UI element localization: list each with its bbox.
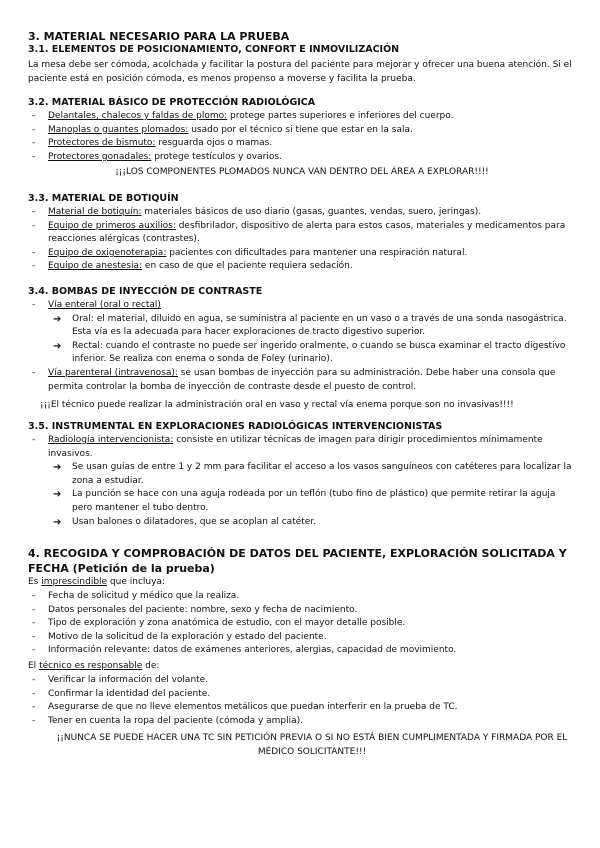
section-4-list-1: [28, 590, 576, 658]
arrow-right-icon: ➔: [53, 516, 62, 528]
item-text: pacientes con dificultades para mantener una respiración natural.: [166, 247, 468, 258]
intro-emphasis: técnico es responsable: [39, 661, 143, 671]
intro-emphasis: imprescindible: [41, 577, 108, 587]
section-4-list-2: [28, 674, 576, 728]
item-term: Vía enteral (oral o rectal): [48, 300, 161, 310]
list-item: - Vía enteral (oral o rectal): [32, 300, 161, 310]
list-item: - Vía parenteral (intravenosa): se usan bombas de inyección para su administración. Debe haber una consola que permita controlar la bomba de inyección de contraste desde el puesto de control.: [32, 367, 556, 392]
section-3-4-title: 3.4. BOMBAS DE INYECCIÓN DE CONTRASTE: [28, 286, 263, 297]
list-item: - Tener en cuenta la ropa del paciente (cómoda y amplia).: [32, 715, 304, 726]
arrow-right-icon: ➔: [53, 340, 62, 352]
item-text: resguarda ojos o mamas.: [155, 138, 273, 149]
sub-item-text: Se usan guías de entre 1 y 2 mm para facilitar el acceso a los vasos sanguíneos con catéteres para localizar la zona a estudiar.: [72, 462, 572, 486]
sub-item-text: Oral: el material, diluido en agua, se suministra al paciente en un vaso o a través de una sonda nasogástrica. Esta vía es la adecuada para hacer exploraciones de tracto digestivo superior.: [72, 313, 567, 338]
list-item: - Manoplas o guantes plomados: usado por el técnico si tiene que estar en la sala.: [32, 124, 413, 135]
sub-item-text: La punción se hace con una aguja rodeada por un teflón (tubo fino de plástico) que permite retirar la aguja pero mantener el tubo dentro.: [72, 489, 556, 513]
section-3-2-title: 3.2. MATERIAL BÁSICO DE PROTECCIÓN RADIOLÓGICA: [28, 97, 316, 108]
list-item: - Radiología intervencionista: consiste en utilizar técnicas de imagen para dirigir procedimientos mínimamente invasivos.: [32, 435, 543, 459]
sub-item: [28, 488, 576, 515]
intro-text: El: [28, 661, 40, 671]
list-item: - Datos personales del paciente: nombre, sexo y fecha de nacimiento.: [32, 604, 358, 615]
item-text: Verificar la información del volante.: [48, 675, 209, 685]
list-item: - Equipo de oxigenoterapia: pacientes con dificultades para mantener una respiración natural.: [32, 247, 468, 258]
list-item: - Información relevante: datos de exámenes anteriores, alergias, capacidad de movimiento.: [32, 645, 457, 656]
sub-item: [28, 340, 576, 367]
item-term: Vía parenteral (intravenosa):: [48, 367, 178, 378]
sub-item-text: Usan balones o dilatadores, que se acoplan al catéter.: [72, 516, 317, 527]
item-text: Asegurarse de que no lleve elementos metálicos que puedan interferir en la prueba de TC.: [48, 702, 458, 713]
section-3-5-title: 3.5. INSTRUMENTAL EN EXPLORACIONES RADIOLÓGICAS INTERVENCIONISTAS: [28, 421, 443, 432]
arrow-right-icon: ➔: [53, 313, 62, 325]
list-item: - Material de botiquín: materiales básicos de uso diario (gasas, guantes, vendas, suero, jeringas).: [32, 207, 482, 217]
section-3-1-title: 3.1. ELEMENTOS DE POSICIONAMIENTO, CONFORT E INMOVILIZACIÓN: [28, 44, 400, 55]
item-text: Tipo de exploración y zona anatómica de estudio, con el mayor detalle posible.: [48, 618, 406, 629]
list-item: - Asegurarse de que no lleve elementos metálicos que puedan interferir en la prueba de TC.: [32, 702, 458, 713]
list-item: - Motivo de la solicitud de la exploración y estado del paciente.: [32, 631, 327, 642]
sub-item: [28, 313, 576, 340]
item-term: Manoplas o guantes plomados:: [48, 124, 189, 135]
item-text: Confirmar la identidad del paciente.: [48, 688, 211, 699]
item-term: Equipo de anestesia:: [48, 261, 143, 272]
section-4-title: 4. RECOGIDA Y COMPROBACIÓN DE DATOS DEL PACIENTE, EXPLORACIÓN SOLICITADA Y FECHA (Petición de la prueba): [28, 547, 567, 575]
section-3-title: 3. MATERIAL NECESARIO PARA LA PRUEBA: [28, 30, 290, 43]
section-4-warning: ¡¡NUNCA SE PUEDE HACER UNA TC SIN PETICIÓN PREVIA O SI NO ESTÁ BIEN CUMPLIMENTADA Y FIRMADA POR EL MÉDICO SOLICITANTE!!!: [56, 733, 568, 758]
section-3-5-list: [28, 434, 576, 529]
item-text: consiste en utilizar técnicas de imagen para dirigir procedimientos mínimamente invasivos.: [48, 435, 543, 459]
item-text: Información relevante: datos de exámenes anteriores, alergias, capacidad de movimiento.: [48, 645, 457, 656]
arrow-right-icon: ➔: [53, 462, 62, 474]
list-item: - Confirmar la identidad del paciente.: [32, 688, 211, 699]
list-item: - Protectores de bismuto: resguarda ojos o mamas.: [32, 138, 273, 149]
section-3-3-title: 3.3. MATERIAL DE BOTIQUÍN: [28, 193, 179, 204]
item-term: Equipo de primeros auxilios:: [48, 220, 176, 231]
item-text: protege partes superiores e inferiores del cuerpo.: [227, 111, 454, 121]
list-item: - Equipo de primeros auxilios: desfibrilador, dispositivo de alerta para estos casos, materiales y medicamentos para reacciones alérgicas (contrastes).: [32, 220, 566, 245]
list-item: - Protectores gonadales: protege testículos y ovarios.: [32, 151, 282, 162]
item-term: Radiología intervencionista:: [48, 435, 174, 445]
item-text: materiales básicos de uso diario (gasas, guantes, vendas, suero, jeringas).: [141, 207, 482, 217]
section-3-2-list: [28, 110, 576, 164]
section-4-intro-2: [28, 660, 576, 674]
section-3-3-list: [28, 206, 576, 274]
sub-item-text: Rectal: cuando el contraste no puede ser ingerido oralmente, o cuando se busca examinar el tracto digestivo inferior. Se realiza con enema o sonda de Foley (urinario).: [72, 340, 566, 365]
item-term: Equipo de oxigenoterapia:: [48, 247, 167, 258]
item-text: Motivo de la solicitud de la exploración y estado del paciente.: [48, 631, 327, 642]
item-text: Tener en cuenta la ropa del paciente (cómoda y amplia).: [48, 715, 304, 726]
list-item: - Delantales, chalecos y faldas de plomo: protege partes superiores e inferiores del cuerpo.: [32, 111, 454, 121]
list-item: - Verificar la información del volante.: [32, 675, 209, 685]
item-term: Material de botiquín:: [48, 207, 142, 217]
section-3-4-note: ¡¡¡El técnico puede realizar la administración oral en vaso y rectal vía enema porque son no invasivas!!!!: [40, 400, 514, 410]
section-4-intro-1: [28, 576, 576, 590]
intro-text: de:: [142, 661, 160, 671]
item-text: protege testículos y ovarios.: [151, 151, 282, 162]
intro-text: Es: [28, 577, 42, 587]
section-3-1-text: La mesa debe ser cómoda, acolchada y facilitar la postura del paciente para mejorar y ofrecer una buena atención. Si el paciente está en posición cómoda, es menos propenso a moverse y facilita la prueba.: [28, 60, 572, 85]
item-term: Protectores de bismuto:: [48, 138, 156, 149]
list-item: - Tipo de exploración y zona anatómica de estudio, con el mayor detalle posible.: [32, 618, 406, 629]
section-3-4-list: [28, 299, 576, 394]
arrow-right-icon: ➔: [53, 489, 62, 501]
section-3-2-note: ¡¡¡LOS COMPONENTES PLOMADOS NUNCA VAN DENTRO DEL ÁREA A EXPLORAR!!!!: [115, 167, 489, 177]
list-item: - Equipo de anestesia: en caso de que el paciente requiera sedación.: [32, 261, 353, 272]
list-item: - Fecha de solicitud y médico que la realiza.: [32, 591, 240, 601]
item-text: usado por el técnico si tiene que estar en la sala.: [188, 124, 413, 135]
item-text: Datos personales del paciente: nombre, sexo y fecha de nacimiento.: [48, 604, 358, 615]
item-term: Delantales, chalecos y faldas de plomo:: [48, 111, 228, 121]
item-term: Protectores gonadales:: [48, 151, 152, 162]
sub-item: [28, 516, 576, 530]
item-text: Fecha de solicitud y médico que la realiza.: [48, 591, 240, 601]
item-text: en caso de que el paciente requiera sedación.: [142, 261, 353, 272]
intro-text: que incluya:: [107, 577, 165, 587]
item-text: desfibrilador, dispositivo de alerta para estos casos, materiales y medicamentos para reacciones alérgicas (contrastes).: [48, 220, 566, 245]
sub-item: [28, 461, 576, 488]
item-text: se usan bombas de inyección para su administración. Debe haber una consola que permita controlar la bomba de inyección de contraste desde el puesto de control.: [48, 367, 556, 392]
